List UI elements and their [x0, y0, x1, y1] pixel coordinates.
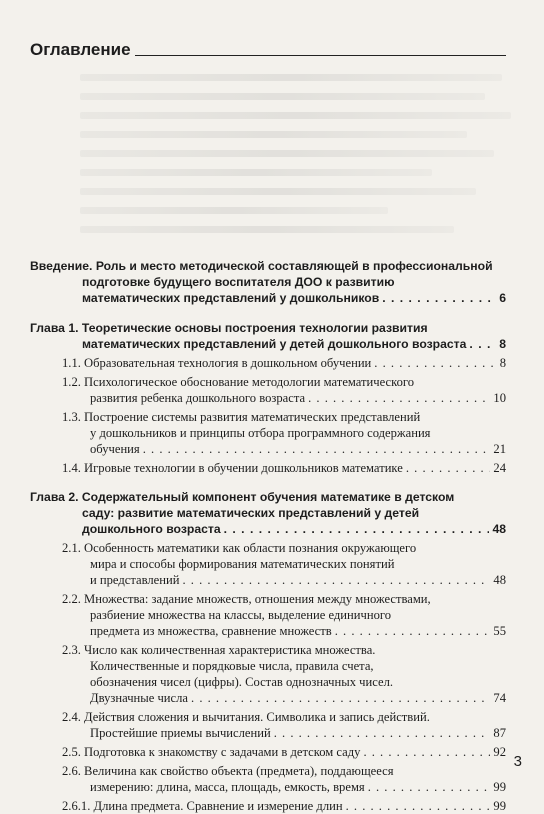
- toc-heading: [30, 40, 506, 60]
- leader-dots: [374, 355, 496, 371]
- entry-line: 1.1. Образовательная технология в дошкольном обучении: [62, 356, 372, 370]
- entry-line: 1.4. Игровые технологии в обучении дошкольников математике: [62, 461, 403, 475]
- entry-page-number: 87: [493, 726, 506, 740]
- entry-page-number: 55: [493, 624, 506, 638]
- page-number: 3: [513, 753, 522, 770]
- entry-line: разбиение множества на классы, выделение единичного: [90, 608, 392, 622]
- entry-page-number: 8: [499, 337, 506, 351]
- table-of-contents: [30, 258, 506, 814]
- leader-dots: [191, 690, 490, 706]
- entry-page-number: 6: [499, 291, 506, 305]
- toc-entry-2-6[interactable]: [30, 763, 506, 795]
- entry-page-number: 24: [493, 461, 506, 475]
- entry-line: обозначения чисел (цифры). Состав однозначных чисел.: [90, 675, 394, 689]
- entry-line: Простейшие приемы вычислений: [90, 726, 271, 740]
- toc-entry-2-4[interactable]: [30, 709, 506, 741]
- entry-line: измерению: длина, масса, площадь, емкость, время: [90, 780, 365, 794]
- entry-line: 2.2. Множества: задание множеств, отношения между множествами,: [62, 592, 431, 606]
- entry-line: 2.3. Число как количественная характеристика множества.: [62, 643, 376, 657]
- leader-dots: [368, 779, 491, 795]
- toc-entry-2-6-1[interactable]: [30, 798, 506, 814]
- entry-line: 2.1. Особенность математики как области познания окружающего: [62, 541, 417, 555]
- leader-dots: [469, 336, 496, 352]
- entry-line: мира и способы формирования математических понятий: [90, 557, 395, 571]
- leader-dots: [346, 798, 491, 814]
- bleed-through-text: [80, 62, 520, 262]
- entry-line: 2.6.1. Длина предмета. Сравнение и измерение длин: [62, 799, 343, 813]
- toc-entry-2-2[interactable]: [30, 591, 506, 639]
- entry-line: обучения: [90, 442, 140, 456]
- entry-page-number: 8: [499, 356, 506, 370]
- toc-entry-2-5[interactable]: [30, 744, 506, 760]
- toc-entry-1-4[interactable]: [30, 460, 506, 476]
- toc-title: Оглавление: [30, 40, 131, 59]
- entry-line: и представлений: [90, 573, 180, 587]
- leader-dots: [382, 290, 496, 306]
- leader-dots: [406, 460, 491, 476]
- entry-line: математических представлений у дошкольников: [82, 291, 380, 305]
- leader-dots: [308, 390, 490, 406]
- heading-rule: [135, 55, 506, 56]
- entry-line: Двузначные числа: [90, 691, 189, 705]
- entry-page-number: 48: [492, 522, 506, 536]
- toc-entry-chapter-1[interactable]: [30, 320, 506, 352]
- toc-entry-1-2[interactable]: [30, 374, 506, 406]
- entry-page-number: 10: [493, 391, 506, 405]
- entry-page-number: 92: [493, 745, 506, 759]
- entry-page-number: 21: [493, 442, 506, 456]
- leader-dots: [274, 725, 491, 741]
- leader-dots: [224, 521, 490, 537]
- entry-line: Глава 2. Содержательный компонент обучения математике в детском: [30, 490, 455, 504]
- toc-entry-intro[interactable]: [30, 258, 506, 306]
- entry-line: математических представлений у детей дошкольного возраста: [82, 337, 467, 351]
- entry-page-number: 48: [493, 573, 506, 587]
- leader-dots: [363, 744, 490, 760]
- entry-line: Глава 1. Теоретические основы построения технологии развития: [30, 321, 428, 335]
- entry-line: 2.5. Подготовка к знакомству с задачами в детском саду: [62, 745, 361, 759]
- toc-entry-1-1[interactable]: [30, 355, 506, 371]
- entry-line: Введение. Роль и место методической составляющей в профессиональной: [30, 259, 493, 273]
- entry-page-number: 99: [493, 780, 506, 794]
- entry-line: 1.2. Психологическое обоснование методологии математического: [62, 375, 415, 389]
- entry-line: Количественные и порядковые числа, правила счета,: [90, 659, 374, 673]
- entry-line: развития ребенка дошкольного возраста: [90, 391, 306, 405]
- entry-line: 2.6. Величина как свойство объекта (предмета), поддающееся: [62, 764, 394, 778]
- entry-line: у дошкольников и принципы отбора программного содержания: [90, 426, 431, 440]
- entry-line: 1.3. Построение системы развития математических представлений: [62, 410, 421, 424]
- entry-line: 2.4. Действия сложения и вычитания. Символика и запись действий.: [62, 710, 430, 724]
- leader-dots: [182, 572, 490, 588]
- entry-page-number: 99: [493, 799, 506, 813]
- toc-entry-1-3[interactable]: [30, 409, 506, 457]
- toc-entry-2-3[interactable]: [30, 642, 506, 706]
- toc-entry-chapter-2[interactable]: [30, 489, 506, 537]
- toc-entry-2-1[interactable]: [30, 540, 506, 588]
- entry-line: предмета из множества, сравнение множеств: [90, 624, 332, 638]
- entry-line: дошкольного возраста: [82, 522, 221, 536]
- entry-line: саду: развитие математических представлений у детей: [82, 506, 420, 520]
- entry-line: подготовке будущего воспитателя ДОО к развитию: [82, 275, 395, 289]
- leader-dots: [143, 441, 491, 457]
- entry-page-number: 74: [493, 691, 506, 705]
- leader-dots: [335, 623, 491, 639]
